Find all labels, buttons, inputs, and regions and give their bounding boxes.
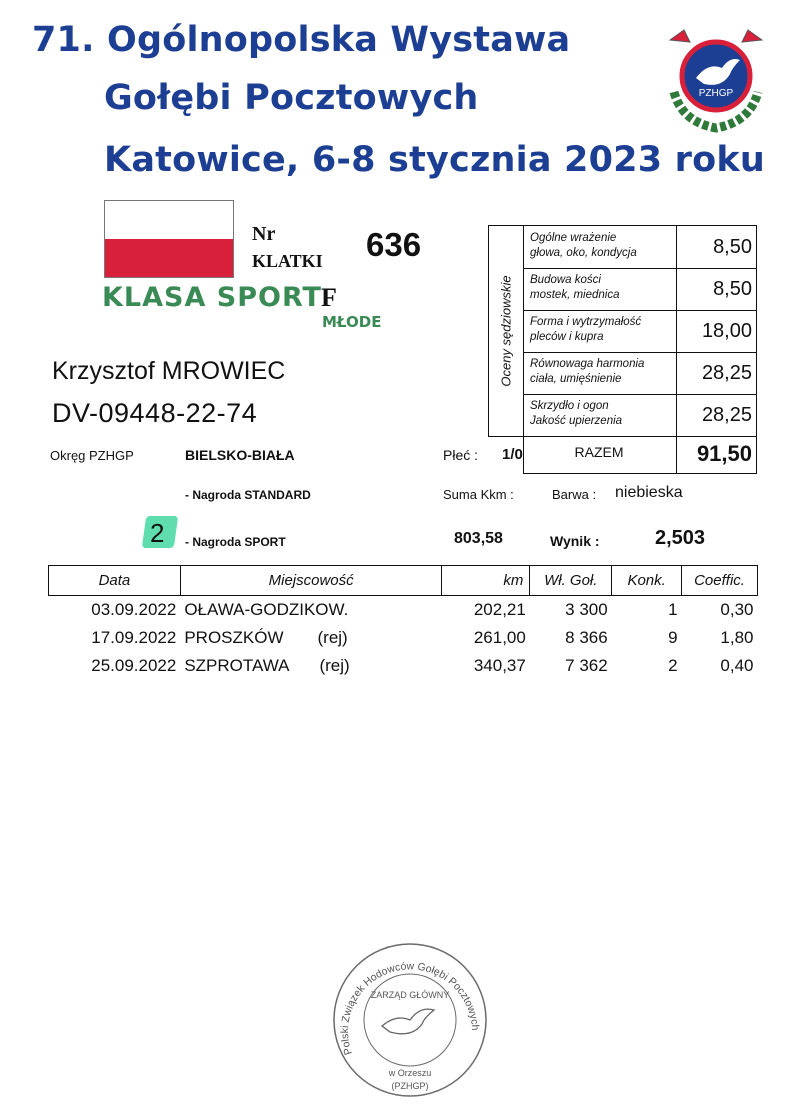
klasa-sport-label: KLASA SPORT: [102, 282, 322, 313]
svg-text:w Orzeszu: w Orzeszu: [388, 1068, 432, 1078]
row-coeff: 0,30: [720, 600, 754, 619]
table-header-row: [49, 566, 758, 596]
plec-label: Płeć :: [443, 447, 479, 463]
table-row: [49, 652, 758, 680]
owner-name: Krzysztof MROWIEC: [52, 357, 286, 385]
score-row: Równowaga harmonia ciała, umięśnienie 28,25: [524, 352, 756, 395]
plec-value: 1/0: [502, 446, 523, 463]
wynik-label: Wynik :: [550, 533, 600, 549]
total-label: RAZEM: [574, 444, 624, 460]
row-place-suffix: (rej): [319, 656, 350, 675]
row-birds: 7 362: [565, 656, 608, 675]
col-header-wl-gol: Wł. Goł.: [530, 566, 612, 596]
nagroda-sport-number: 2: [150, 518, 165, 548]
score-value: 18,00: [676, 310, 756, 352]
barwa-label: Barwa :: [552, 487, 597, 502]
row-km: 340,37: [473, 656, 526, 675]
judge-scores-table: [488, 225, 757, 437]
cage-number: 636: [366, 226, 422, 263]
title-line-3: Katowice, 6-8 stycznia 2023 roku: [104, 140, 765, 180]
pzhgp-logo: [660, 22, 772, 134]
score-row: Forma i wytrzymałość pleców i kupra 18,00: [524, 310, 756, 353]
row-km: 261,00: [473, 628, 526, 647]
score-row: Skrzydło i ogon Jakość upierzenia 28,25: [524, 394, 756, 436]
ring-number: DV-09448-22-74: [52, 398, 258, 428]
col-header-miejscowosc: Miejscowość: [180, 566, 442, 596]
svg-text:(PZHGP): (PZHGP): [391, 1081, 429, 1091]
title-line-2: Gołębi Pocztowych: [104, 78, 479, 118]
col-header-km: km: [442, 566, 530, 596]
row-date: 17.09.2022: [91, 628, 177, 647]
col-header-coeffic: Coeffic.: [682, 566, 758, 596]
total-value: 91,50: [676, 435, 756, 473]
okreg-label: Okręg PZHGP: [50, 448, 134, 463]
row-konk: 2: [668, 656, 678, 675]
title-line-1: 71. Ogólnopolska Wystawa: [32, 20, 571, 60]
row-birds: 3 300: [565, 600, 608, 619]
score-value: 8,50: [676, 268, 756, 310]
row-place-suffix: (rej): [317, 628, 348, 647]
suma-label: Suma Kkm :: [443, 487, 514, 502]
suma-value: 803,58: [454, 530, 503, 547]
nagroda-sport: - Nagroda SPORT: [185, 535, 286, 549]
row-date: 03.09.2022: [91, 600, 177, 619]
row-konk: 1: [668, 600, 678, 619]
okreg-value: BIELSKO-BIAŁA: [185, 447, 295, 463]
score-value: 28,25: [676, 352, 756, 394]
row-konk: 9: [668, 628, 678, 647]
polish-flag: [104, 200, 234, 278]
svg-text:PZHGP: PZHGP: [698, 88, 734, 99]
klasa-letter: F: [321, 283, 337, 312]
mlode-label: MŁODE: [322, 313, 382, 331]
score-value: 8,50: [676, 226, 756, 268]
row-birds: 8 366: [565, 628, 608, 647]
nagroda-standard: - Nagroda STANDARD: [185, 488, 311, 502]
row-date: 25.09.2022: [91, 656, 177, 675]
row-place: OŁAWA-GODZIKOW.: [184, 600, 349, 619]
row-coeff: 1,80: [720, 628, 754, 647]
col-header-konk: Konk.: [612, 566, 682, 596]
table-row: [49, 624, 758, 652]
row-km: 202,21: [473, 600, 526, 619]
klatki-label: KLATKI: [252, 251, 323, 271]
wynik-value: 2,503: [655, 527, 706, 549]
scores-vertical-header: Oceny sędziowskie: [489, 226, 524, 436]
score-row: Budowa kości mostek, miednica 8,50: [524, 268, 756, 311]
official-stamp: [330, 940, 490, 1100]
svg-text:ZARZĄD GŁÓWNY: ZARZĄD GŁÓWNY: [370, 990, 450, 1000]
table-row: [49, 596, 758, 625]
competitions-table: [48, 565, 758, 680]
nr-label: Nr: [252, 223, 276, 245]
total-row: [523, 435, 757, 474]
col-header-data: Data: [49, 566, 181, 596]
row-coeff: 0,40: [720, 656, 754, 675]
row-place: PROSZKÓW (rej): [184, 628, 348, 647]
row-place: SZPROTAWA (rej): [184, 656, 350, 675]
svg-text:Polski Związek Hodowców Gołębi: Polski Związek Hodowców Gołębi Pocztowych: [338, 960, 482, 1057]
score-row: Ogólne wrażenie głowa, oko, kondycja 8,50: [524, 226, 756, 269]
score-value: 28,25: [676, 394, 756, 436]
barwa-value: niebieska: [615, 484, 683, 501]
